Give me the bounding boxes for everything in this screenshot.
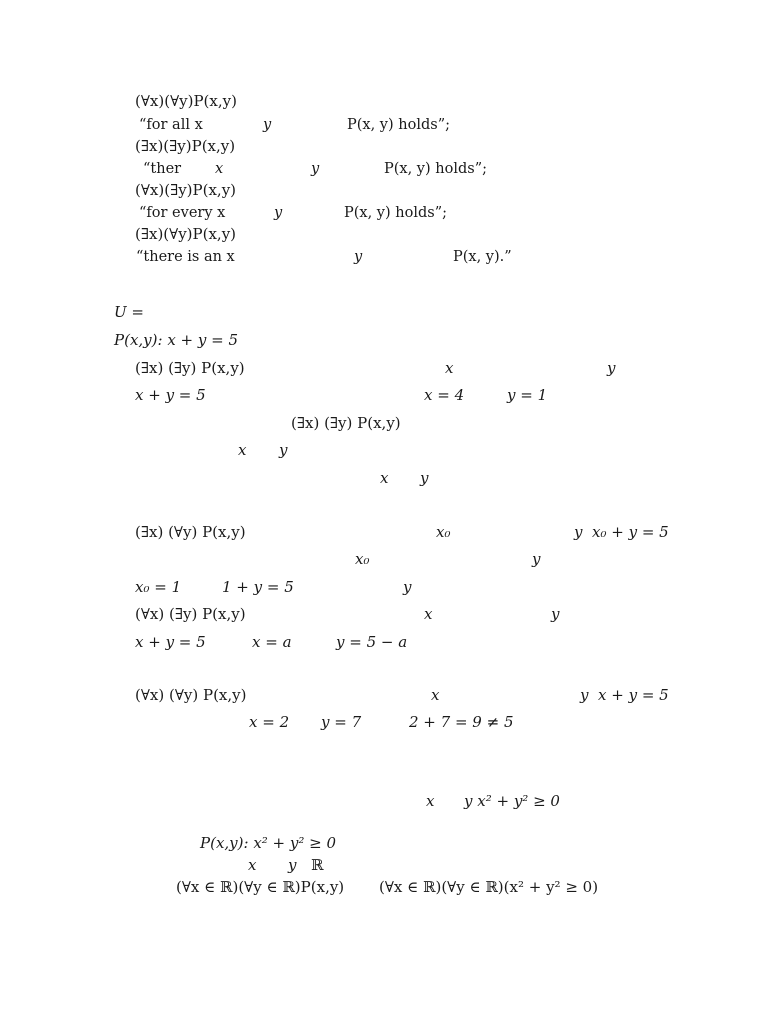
predicate-definition: P(x,y): x + y = 5 bbox=[114, 331, 239, 349]
aa-y-value: y = 7 bbox=[321, 713, 362, 731]
reading-exists-exists-y: y bbox=[311, 161, 320, 177]
reading-all-exists-end: P(x, y) holds”; bbox=[344, 205, 447, 221]
aa-y-equation: y x + y = 5 bbox=[580, 686, 669, 704]
ae-y: y bbox=[551, 605, 560, 623]
formula-exists-exists: (∃x)(∃y)P(x,y) bbox=[135, 137, 236, 155]
aa-check: 2 + 7 = 9 ≠ 5 bbox=[409, 713, 514, 731]
ae-x: x bbox=[424, 605, 433, 623]
ae-y-value: y = 5 − a bbox=[336, 633, 408, 651]
sq-domain-x: x bbox=[248, 856, 257, 874]
ae-equation: x + y = 5 bbox=[135, 633, 206, 651]
ee-y: y bbox=[607, 359, 616, 377]
ee-line3-y: y bbox=[420, 469, 429, 487]
aa-x-value: x = 2 bbox=[249, 713, 290, 731]
ee-x: x bbox=[445, 359, 454, 377]
formula-exists-all: (∃x)(∀y)P(x,y) bbox=[135, 225, 237, 243]
reading-all-exists-start: “for every x bbox=[139, 205, 226, 221]
reading-exists-exists-x: x bbox=[215, 161, 224, 177]
ea-x0-value: x₀ = 1 bbox=[135, 578, 182, 596]
formula-all-all: (∀x)(∀y)P(x,y) bbox=[135, 92, 237, 110]
ee-line2-y: y bbox=[279, 441, 288, 459]
reading-all-all-y: y bbox=[263, 117, 272, 133]
sq-formula: (∀x ∈ ℝ)(∀y ∈ ℝ)P(x,y) bbox=[176, 878, 345, 896]
aa-x: x bbox=[431, 686, 440, 704]
ee-equation: x + y = 5 bbox=[135, 386, 206, 404]
ee-line2-x: x bbox=[238, 441, 247, 459]
ea-y-b: y bbox=[532, 550, 541, 568]
sq-x: x bbox=[426, 792, 435, 810]
ae-x-value: x = a bbox=[252, 633, 292, 651]
ea-y-c: y bbox=[403, 578, 412, 596]
reading-exists-all-end: P(x, y).” bbox=[453, 249, 512, 265]
ee-y-value: y = 1 bbox=[507, 386, 548, 404]
sq-predicate: P(x,y): x² + y² ≥ 0 bbox=[200, 834, 337, 852]
reading-all-all-end: P(x, y) holds”; bbox=[347, 117, 450, 133]
sq-domain-y: y bbox=[288, 856, 297, 874]
sq-domain-reals: ℝ bbox=[311, 856, 324, 874]
reading-exists-exists-start: “ther bbox=[143, 161, 182, 177]
ea-equation-b: 1 + y = 5 bbox=[222, 578, 294, 596]
reading-all-exists-y: y bbox=[274, 205, 283, 221]
ee-line3-x: x bbox=[380, 469, 389, 487]
reading-exists-exists-end: P(x, y) holds”; bbox=[384, 161, 487, 177]
universe-label: U = bbox=[114, 303, 144, 321]
reading-all-all-start: “for all x bbox=[139, 117, 203, 133]
formula-ee: (∃x) (∃y) P(x,y) bbox=[135, 359, 245, 377]
reading-exists-all-y: y bbox=[354, 249, 363, 265]
ea-x0-b: x₀ bbox=[355, 550, 370, 568]
formula-all-exists: (∀x)(∃y)P(x,y) bbox=[135, 181, 237, 199]
ee-x-value: x = 4 bbox=[424, 386, 465, 404]
formula-ae: (∀x) (∃y) P(x,y) bbox=[135, 605, 246, 623]
reading-exists-all-start: “there is an x bbox=[136, 249, 235, 265]
ea-y-equation: y x₀ + y = 5 bbox=[574, 523, 669, 541]
sq-y-inequality: y x² + y² ≥ 0 bbox=[464, 792, 560, 810]
formula-aa: (∀x) (∀y) P(x,y) bbox=[135, 686, 247, 704]
formula-ea: (∃x) (∀y) P(x,y) bbox=[135, 523, 246, 541]
formula-ee-centered: (∃x) (∃y) P(x,y) bbox=[291, 414, 401, 432]
ea-x0: x₀ bbox=[436, 523, 451, 541]
sq-formula-expanded: (∀x ∈ ℝ)(∀y ∈ ℝ)(x² + y² ≥ 0) bbox=[379, 878, 599, 896]
